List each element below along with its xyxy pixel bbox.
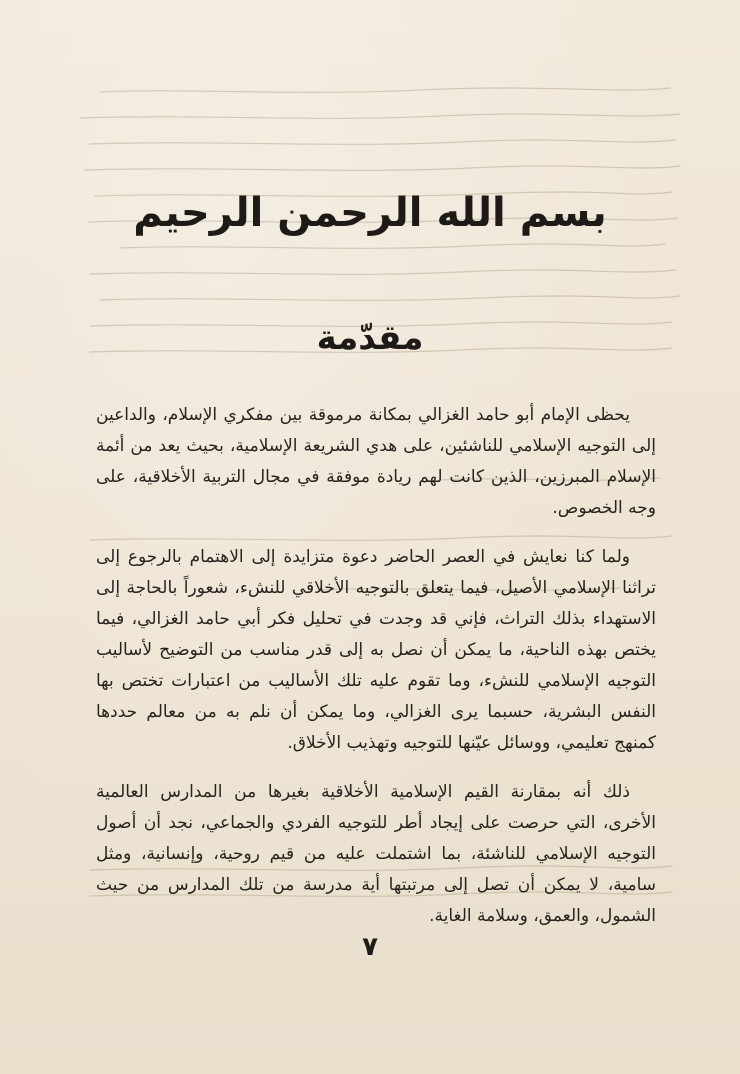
paragraph: ذلك أنه بمقارنة القيم الإسلامية الأخلاقية بغيرها من المدارس العالمية الأخرى، التي حرصت على إيجاد أطر للتوجيه الفردي والجماعي، نجد أن أصول التوجيه الإسلامي للناشئة، بما اشتملت عليه من قيم روحية، وإنسانية، ومثل سامية، لا يمكن أن تصل إلى مرتبتها أية مدرسة من تلك المدارس من حيث الشمول، والعمق، وسلامة الغاية. <box>96 782 656 926</box>
basmala-calligraphy: بسم الله الرحمن الرحيم <box>133 190 607 236</box>
paragraph: ولما كنا نعايش في العصر الحاضر دعوة متزايدة إلى الاهتمام بالرجوع إلى تراثنا الإسلامي الأصيل، فيما يتعلق بالتوجيه الأخلاقي للنشء، شعوراً بالحاجة إلى الاستهداء بذلك التراث، فإني قد وجدت في تحليل فكر أبي حامد الغزالي، فيما يختص بهذه الناحية، ما يمكن أن نصل به إلى قدر مناسب من التوضيح لأساليب التوجيه الإسلامي للنشء، وما تقوم عليه تلك الأساليب من اعتبارات تختص بها النفس البشرية، حسبما يرى الغزالي، وما يمكن أن نلم به من معالم حددها كمنهج تعليمي، ووسائل عيّنها للتوجيه وتهذيب الأخلاق. <box>96 547 656 753</box>
body-text <box>96 400 656 950</box>
page-number: ٧ <box>362 932 378 962</box>
section-heading: مقدّمة <box>316 318 424 358</box>
paragraph: يحظى الإمام أبو حامد الغزالي بمكانة مرموقة بين مفكري الإسلام، والداعين إلى التوجيه الإسلامي للناشئين، على هدي الشريعة الإسلامية، بحيث يعد من أئمة الإسلام المبرزين، الذين كانت لهم ريادة موفقة في مجال التربية الأخلاقية، على وجه الخصوص. <box>96 405 656 518</box>
